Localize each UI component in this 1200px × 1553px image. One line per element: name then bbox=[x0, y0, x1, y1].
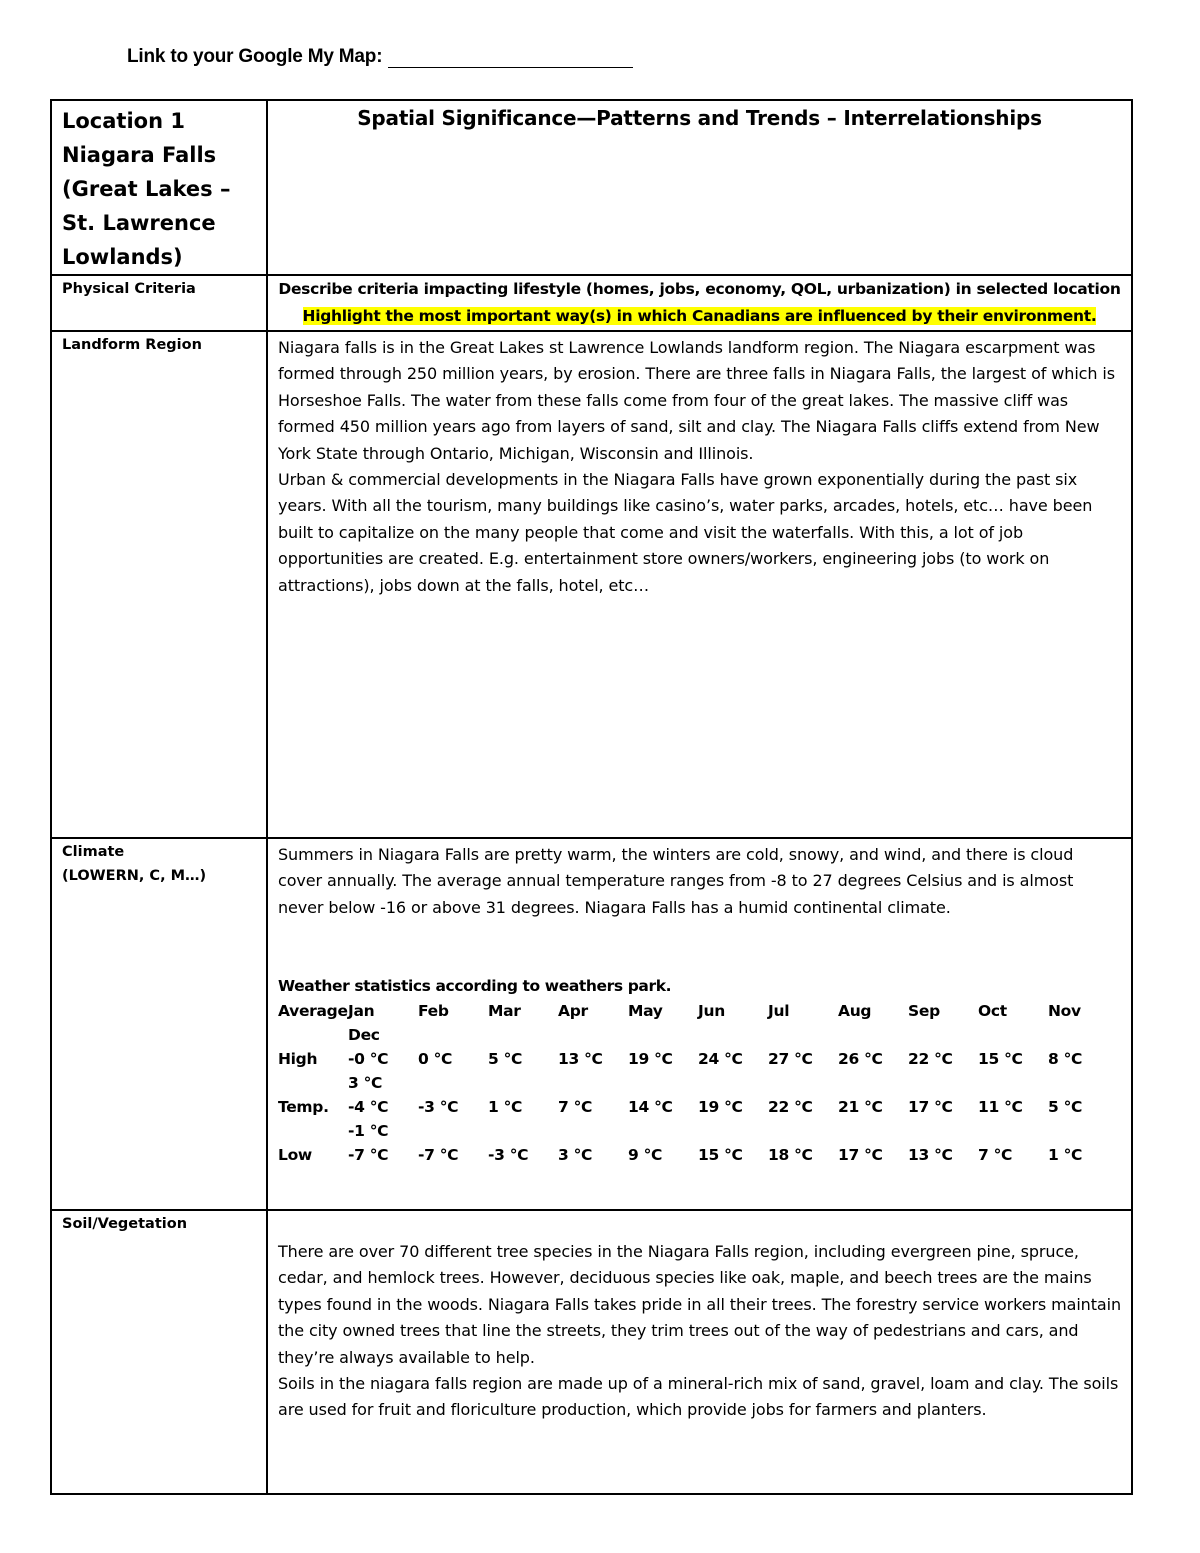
weather-cell: Jan bbox=[348, 1002, 375, 1021]
weather-cell: High bbox=[278, 1050, 318, 1069]
map-link-label: Link to your Google My Map: bbox=[127, 46, 383, 67]
weather-cell: -7 °C bbox=[348, 1146, 389, 1165]
location-title bbox=[52, 101, 266, 274]
weather-wrap-row bbox=[278, 1119, 1118, 1143]
soil-row bbox=[51, 1210, 1132, 1494]
weather-stats-title: Weather statistics according to weathers park. bbox=[278, 977, 672, 996]
weather-cell: -4 °C bbox=[348, 1098, 389, 1117]
weather-cell: Jul bbox=[768, 1002, 790, 1021]
physical-criteria-label-cell bbox=[51, 275, 267, 331]
weather-stats-table bbox=[278, 999, 1118, 1167]
highlighted-instruction: Highlight the most important way(s) in which Canadians are influenced by their environment. bbox=[302, 307, 1097, 325]
weather-cell: 13 °C bbox=[908, 1146, 953, 1165]
climate-text-cell bbox=[267, 838, 1132, 1210]
weather-cell: 3 °C bbox=[348, 1074, 383, 1093]
weather-cell: Mar bbox=[488, 1002, 521, 1021]
weather-cell: 1 °C bbox=[1048, 1146, 1083, 1165]
weather-cell: 5 °C bbox=[488, 1050, 523, 1069]
weather-cell: Oct bbox=[978, 1002, 1007, 1021]
weather-cell: 3 °C bbox=[558, 1146, 593, 1165]
map-link-line bbox=[127, 46, 633, 68]
weather-high-row bbox=[278, 1047, 1118, 1071]
weather-cell: Temp. bbox=[278, 1098, 329, 1117]
weather-cell: 18 °C bbox=[768, 1146, 813, 1165]
weather-header-row bbox=[278, 999, 1118, 1023]
location-line: Location 1 bbox=[62, 109, 185, 133]
climate-label bbox=[52, 839, 266, 888]
weather-cell: -3 °C bbox=[488, 1146, 529, 1165]
weather-cell: 0 °C bbox=[418, 1050, 453, 1069]
criteria-table bbox=[50, 99, 1133, 1495]
weather-cell: 5 °C bbox=[1048, 1098, 1083, 1117]
weather-cell: 15 °C bbox=[978, 1050, 1023, 1069]
weather-cell: 19 °C bbox=[628, 1050, 673, 1069]
weather-cell: -0 °C bbox=[348, 1050, 389, 1069]
weather-cell: Sep bbox=[908, 1002, 940, 1021]
landform-text-cell bbox=[267, 331, 1132, 838]
weather-cell: Dec bbox=[348, 1026, 380, 1045]
weather-cell: 13 °C bbox=[558, 1050, 603, 1069]
weather-cell: 1 °C bbox=[488, 1098, 523, 1117]
soil-label-cell bbox=[51, 1210, 267, 1494]
weather-cell: 7 °C bbox=[558, 1098, 593, 1117]
weather-cell: Average bbox=[278, 1002, 348, 1021]
weather-cell: Jun bbox=[698, 1002, 725, 1021]
weather-wrap-row bbox=[278, 1023, 1118, 1047]
weather-cell: 26 °C bbox=[838, 1050, 883, 1069]
landform-label-cell bbox=[51, 331, 267, 838]
weather-temp-row bbox=[278, 1095, 1118, 1119]
landform-paragraph: Urban & commercial developments in the Niagara Falls have grown exponentially during the past six years. With all the tourism, many buildings like casino’s, water parks, arcades, hotels, etc… have been built to capitalize on the many people that come and visit the waterfalls. With this, a lot of job opportunities are created. E.g. entertainment store owners/workers, engineering jobs (to work on attractions), jobs down at the falls, hotel, etc… bbox=[278, 470, 1093, 595]
location-line: St. Lawrence bbox=[62, 211, 216, 235]
weather-cell: 11 °C bbox=[978, 1098, 1023, 1117]
spatial-cell bbox=[267, 100, 1132, 275]
landform-paragraph: Niagara falls is in the Great Lakes st Lawrence Lowlands landform region. The Niagara escarpment was formed through 250 million years, by erosion. There are three falls in Niagara Falls, the largest of which is Horseshoe Falls. The water from these falls come from four of the great lakes. The massive cliff was formed 450 million years ago from layers of sand, silt and clay. The Niagara Falls cliffs extend from New York State through Ontario, Michigan, Wisconsin and Illinois. bbox=[278, 338, 1115, 463]
weather-cell: 8 °C bbox=[1048, 1050, 1083, 1069]
weather-cell: -7 °C bbox=[418, 1146, 459, 1165]
soil-label: Soil/Vegetation bbox=[62, 1216, 188, 1232]
landform-text bbox=[268, 332, 1131, 599]
climate-label-line: Climate bbox=[62, 844, 125, 860]
soil-paragraph: Soils in the niagara falls region are made up of a mineral-rich mix of sand, gravel, loam and clay. The soils are used for fruit and floriculture production, which provide jobs for farmers and planters. bbox=[278, 1374, 1119, 1420]
location-line: Lowlands) bbox=[62, 245, 183, 269]
landform-row bbox=[51, 331, 1132, 838]
weather-cell: 24 °C bbox=[698, 1050, 743, 1069]
weather-cell: 22 °C bbox=[908, 1050, 953, 1069]
physical-criteria-text-cell bbox=[267, 275, 1132, 331]
weather-cell: -3 °C bbox=[418, 1098, 459, 1117]
weather-cell: May bbox=[628, 1002, 663, 1021]
climate-paragraph: Summers in Niagara Falls are pretty warm, the winters are cold, snowy, and wind, and there is cloud cover annually. The average annual temperature ranges from -8 to 27 degrees Celsius and is almost never below -16 or above 31 degrees. Niagara Falls has a humid continental climate. bbox=[278, 845, 1074, 917]
climate-label-line: (LOWERN, C, M…) bbox=[62, 868, 207, 884]
weather-cell: 7 °C bbox=[978, 1146, 1013, 1165]
weather-wrap-row bbox=[278, 1071, 1118, 1095]
spatial-title: Spatial Significance—Patterns and Trends – Interrelationships bbox=[357, 106, 1042, 130]
weather-cell: 19 °C bbox=[698, 1098, 743, 1117]
weather-cell: Nov bbox=[1048, 1002, 1081, 1021]
map-link-blank[interactable] bbox=[388, 49, 633, 68]
soil-text-cell bbox=[267, 1210, 1132, 1494]
weather-cell: 27 °C bbox=[768, 1050, 813, 1069]
weather-low-row bbox=[278, 1143, 1118, 1167]
weather-cell: 14 °C bbox=[628, 1098, 673, 1117]
weather-cell: Aug bbox=[838, 1002, 872, 1021]
climate-row bbox=[51, 838, 1132, 1210]
weather-cell: 22 °C bbox=[768, 1098, 813, 1117]
landform-label: Landform Region bbox=[62, 337, 202, 353]
describe-criteria-text: Describe criteria impacting lifestyle (homes, jobs, economy, QOL, urbanization) in selected location bbox=[278, 280, 1121, 298]
weather-cell: Low bbox=[278, 1146, 312, 1165]
weather-cell: 17 °C bbox=[908, 1098, 953, 1117]
soil-paragraph: There are over 70 different tree species in the Niagara Falls region, including evergreen pine, spruce, cedar, and hemlock trees. However, deciduous species like oak, maple, and beech trees are the mains types found in the woods. Niagara Falls takes pride in all their trees. The forestry service workers maintain the city owned trees that line the streets, they trim trees out of the way of pedestrians and cars, and they’re always available to help. bbox=[278, 1242, 1121, 1367]
weather-cell: Feb bbox=[418, 1002, 449, 1021]
soil-text bbox=[268, 1211, 1131, 1424]
criteria-instructions bbox=[268, 276, 1131, 330]
location-line: (Great Lakes – bbox=[62, 177, 231, 201]
weather-cell: 17 °C bbox=[838, 1146, 883, 1165]
physical-criteria-row bbox=[51, 275, 1132, 331]
weather-cell: 21 °C bbox=[838, 1098, 883, 1117]
physical-criteria-label: Physical Criteria bbox=[62, 281, 196, 297]
location-line: Niagara Falls bbox=[62, 143, 217, 167]
weather-cell: 15 °C bbox=[698, 1146, 743, 1165]
location-cell bbox=[51, 100, 267, 275]
weather-cell: 9 °C bbox=[628, 1146, 663, 1165]
table-header-row bbox=[51, 100, 1132, 275]
climate-text bbox=[268, 839, 1131, 1167]
weather-cell: Apr bbox=[558, 1002, 588, 1021]
weather-cell: -1 °C bbox=[348, 1122, 389, 1141]
climate-label-cell bbox=[51, 838, 267, 1210]
